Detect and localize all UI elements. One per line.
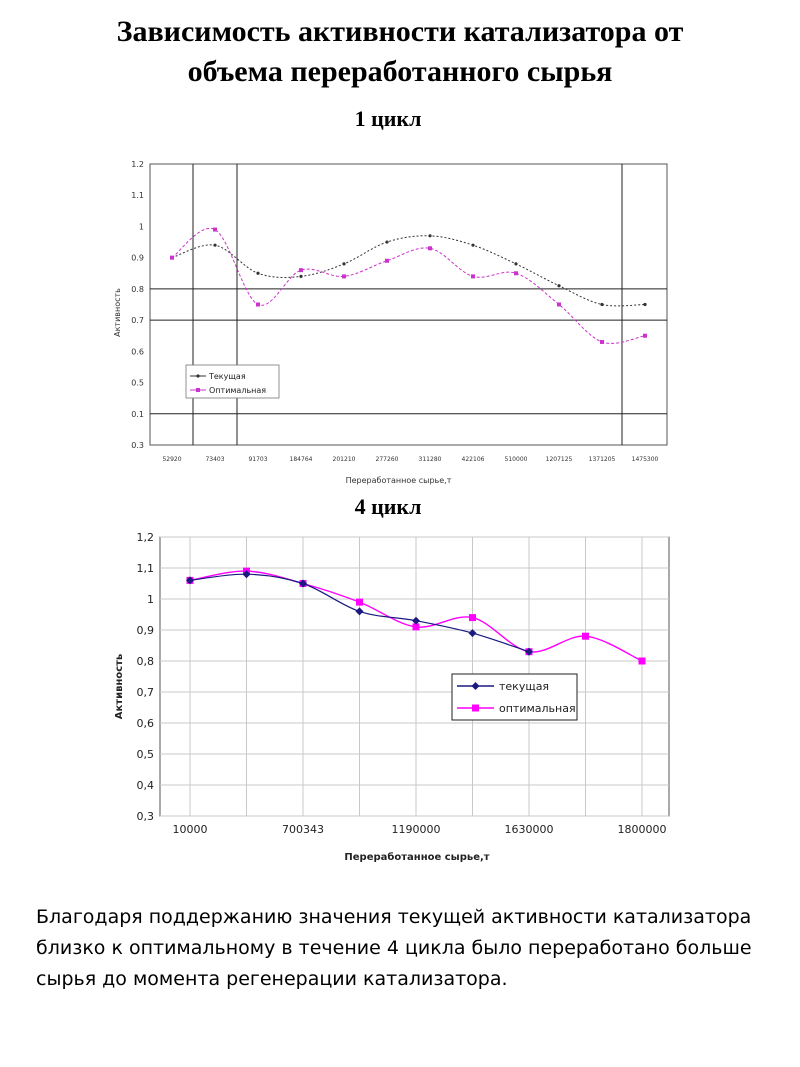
y-tick-label: 0,6 (136, 717, 154, 730)
data-point (514, 271, 518, 275)
x-tick-label: 52920 (162, 456, 182, 463)
data-point (471, 244, 474, 247)
x-tick-label: 91703 (248, 456, 268, 463)
y-axis-label: Активность (113, 288, 122, 337)
data-point (471, 274, 475, 278)
y-tick-label: 0,7 (136, 686, 154, 699)
data-point (469, 614, 476, 621)
plot-area (160, 537, 669, 816)
data-point (385, 259, 389, 263)
x-tick-label: 700343 (282, 823, 324, 836)
legend-label: оптимальная (499, 702, 576, 715)
data-point (256, 272, 259, 275)
data-point (299, 275, 302, 278)
y-tick-label: 0.5 (131, 378, 144, 388)
legend-label: текущая (499, 680, 550, 693)
data-point (385, 240, 388, 243)
chart-1 (0, 140, 800, 500)
x-tick-label: 510000 (504, 456, 528, 463)
page-title-line-1: Зависимость активности катализатора от (116, 15, 684, 48)
y-tick-label: 0,4 (136, 779, 154, 792)
data-point (639, 658, 646, 665)
y-tick-label: 1 (147, 593, 154, 606)
y-tick-label: 0.1 (131, 409, 144, 419)
y-tick-label: 1.2 (131, 160, 144, 169)
data-point (342, 262, 345, 265)
y-tick-label: 0.6 (131, 347, 144, 357)
legend-label: Текущая (209, 372, 246, 381)
y-tick-label: 0,8 (136, 655, 154, 668)
data-point (600, 340, 604, 344)
x-tick-label: 10000 (172, 823, 208, 836)
x-tick-label: 422106 (461, 456, 485, 463)
legend-marker (472, 705, 479, 712)
data-point (342, 274, 346, 278)
y-tick-label: 0.8 (131, 284, 144, 294)
data-point (256, 303, 260, 307)
y-axis-label: Активность (114, 653, 125, 720)
x-axis-label: Переработанное сырье,т (344, 852, 490, 863)
page-title (0, 12, 800, 92)
y-tick-label: 1,1 (136, 562, 154, 575)
x-tick-label: 277260 (375, 456, 399, 463)
page-title-line-2: объема переработанного сырья (187, 55, 613, 88)
y-tick-label: 1 (138, 222, 144, 232)
data-point (643, 334, 647, 338)
legend-label: Оптимальная (209, 386, 267, 395)
y-tick-label: 1,2 (136, 531, 154, 544)
y-tick-label: 0.3 (131, 441, 144, 450)
chart-1-title: 1 цикл (354, 106, 422, 131)
legend (186, 365, 279, 398)
x-tick-label: 1190000 (391, 823, 441, 836)
x-tick-label: 1630000 (504, 823, 554, 836)
data-point (170, 256, 174, 260)
y-tick-label: 1.1 (131, 191, 144, 201)
legend-marker (196, 374, 199, 377)
data-point (428, 234, 431, 237)
y-tick-label: 0,3 (136, 810, 154, 823)
legend (452, 674, 577, 720)
data-point (582, 633, 589, 640)
chart-2 (0, 520, 800, 880)
x-tick-label: 73403 (205, 456, 225, 463)
x-tick-label: 1800000 (617, 823, 667, 836)
x-axis-label: Переработанное сырье,т (345, 476, 452, 485)
data-point (428, 246, 432, 250)
data-point (356, 599, 363, 606)
y-tick-label: 0,5 (136, 748, 154, 761)
y-tick-label: 0.7 (131, 316, 144, 326)
x-tick-label: 1371205 (588, 456, 616, 463)
x-tick-label: 1207125 (545, 456, 573, 463)
data-point (600, 303, 603, 306)
caption-text: Благодаря поддержанию значения текущей активности катализатора близко к оптимальному в течение 4 цикла было переработано больше сырья до момента регенерации катализатора. (36, 906, 752, 990)
chart-2-title: 4 цикл (354, 494, 422, 519)
plot-area (150, 164, 667, 445)
data-point (213, 244, 216, 247)
legend-marker (196, 388, 200, 392)
y-tick-label: 0,9 (136, 624, 154, 637)
x-tick-label: 201210 (332, 456, 356, 463)
data-point (557, 284, 560, 287)
data-point (557, 303, 561, 307)
x-tick-label: 184764 (289, 456, 313, 463)
y-tick-label: 0.9 (131, 253, 144, 263)
x-tick-label: 1475300 (631, 456, 659, 463)
data-point (299, 268, 303, 272)
data-point (213, 228, 217, 232)
x-tick-label: 311280 (418, 456, 442, 463)
data-point (514, 262, 517, 265)
data-point (643, 303, 646, 306)
